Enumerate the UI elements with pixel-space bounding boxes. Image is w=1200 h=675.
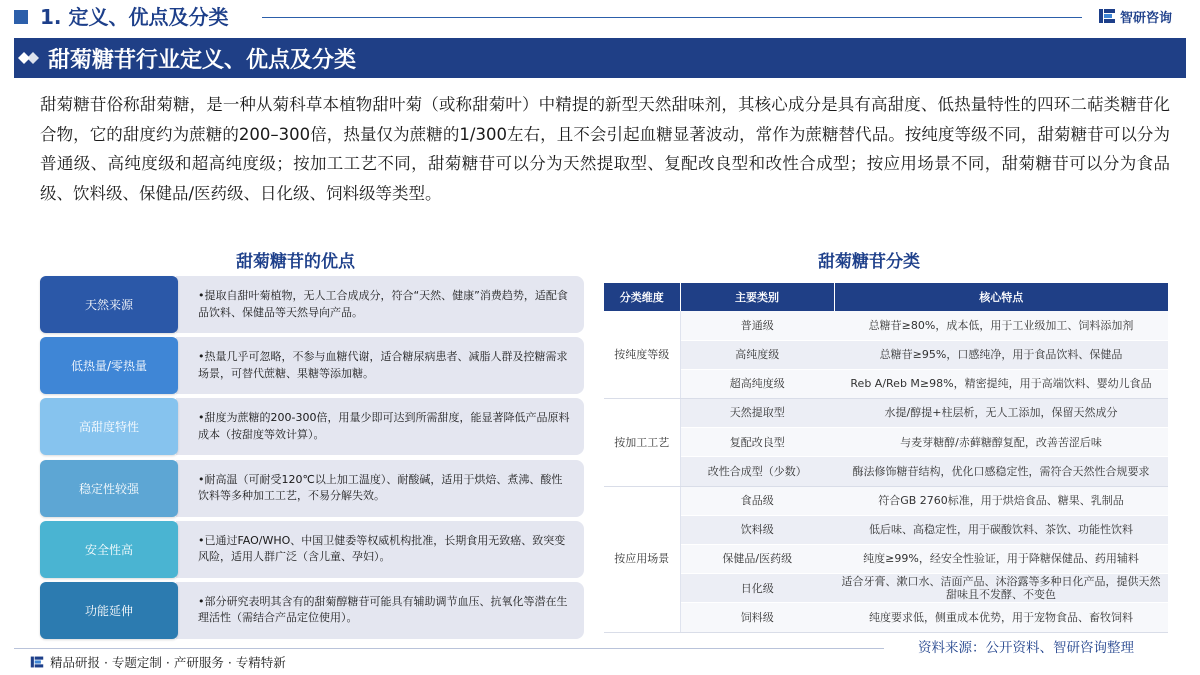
table-row: [604, 399, 1168, 428]
classification-table-wrap: [604, 283, 1168, 633]
advantage-description: •部分研究表明其含有的甜菊醇糖苷可能具有辅助调节血压、抗氧化等潜在生理活性（需结合产品定位使用）。: [176, 582, 584, 639]
advantage-description: •已通过FAO/WHO、中国卫健委等权威机构批准，长期食用无致癌、致突变风险，适用人群广泛（含儿童、孕妇）。: [176, 521, 584, 578]
advantage-label: 安全性高: [40, 521, 178, 578]
dimension-cell: 按纯度等级: [604, 311, 680, 399]
feature-cell: 总糖苷≥95%，口感纯净，用于食品饮料、保健品: [834, 340, 1168, 369]
feature-cell: 水提/醇提+柱层析，无人工添加，保留天然成分: [834, 399, 1168, 428]
dimension-cell: 按应用场景: [604, 486, 680, 632]
category-cell: 饲料级: [680, 603, 834, 632]
classification-title: 甜菊糖苷分类: [818, 252, 920, 272]
advantage-description: •提取自甜叶菊植物，无人工合成成分，符合“天然、健康”消费趋势，适配食品饮料、保健品等天然导向产品。: [176, 276, 584, 333]
logo-text: 智研咨询: [1120, 10, 1173, 26]
category-cell: 饮料级: [680, 515, 834, 544]
advantage-item: [38, 398, 586, 455]
category-cell: 复配改良型: [680, 428, 834, 457]
zhiyan-logo-small-icon: [30, 655, 44, 669]
column-header: 核心特点: [834, 283, 1168, 311]
footer-tagline: 精品研报 · 专题定制 · 产研服务 · 专精特新: [50, 655, 286, 670]
category-cell: 改性合成型（少数）: [680, 457, 834, 486]
advantages-title: 甜菊糖苷的优点: [236, 252, 355, 272]
category-cell: 超高纯度级: [680, 369, 834, 398]
table-header-row: [604, 283, 1168, 311]
advantage-description: •甜度为蔗糖的200-300倍，用量少即可达到所需甜度，能显著降低产品原料成本（按甜度等效计算）。: [176, 398, 584, 455]
dimension-cell: 按加工工艺: [604, 399, 680, 487]
advantages-list: [38, 276, 586, 643]
advantage-item: [38, 337, 586, 394]
feature-cell: 符合GB 2760标准，用于烘焙食品、糖果、乳制品: [834, 486, 1168, 515]
brand-logo: [1098, 4, 1172, 28]
table-row: [604, 311, 1168, 340]
table-row: [604, 515, 1168, 544]
table-row: [604, 574, 1168, 603]
column-header: 分类维度: [604, 283, 680, 311]
feature-cell: 纯度要求低，侧重成本优势，用于宠物食品、畜牧饲料: [834, 603, 1168, 632]
feature-cell: 纯度≥99%，经安全性验证，用于降糖保健品、药用辅料: [834, 545, 1168, 574]
advantage-label: 稳定性较强: [40, 460, 178, 517]
feature-cell: 低后味、高稳定性，用于碳酸饮料、茶饮、功能性饮料: [834, 515, 1168, 544]
feature-cell: 适合牙膏、漱口水、洁面产品、沐浴露等多种日化产品，提供天然甜味且不发酵、不变色: [834, 574, 1168, 603]
table-row: [604, 486, 1168, 515]
feature-cell: 总糖苷≥80%，成本低，用于工业级加工、饲料添加剂: [834, 311, 1168, 340]
advantage-item: [38, 276, 586, 333]
diamond-icon: [14, 50, 48, 66]
advantage-item: [38, 460, 586, 517]
intro-paragraph: 甜菊糖苷俗称甜菊糖，是一种从菊科草本植物甜叶菊（或称甜菊叶）中精提的新型天然甜味剂，其核心成分是具有高甜度、低热量特性的四环二萜类糖苷化合物，它的甜度约为蔗糖的200–300倍，热量仅为蔗糖的1/300左右，且不会引起血糖显著波动，常作为蔗糖替代品。按纯度等级不同，甜菊糖苷可以分为普通级、高纯度级和超高纯度级；按加工工艺不同，甜菊糖苷可以分为天然提取型、复配改良型和改性合成型；按应用场景不同，甜菊糖苷可以分为食品级、饮料级、保健品/医药级、日化级、饲料级等类型。: [40, 95, 1170, 203]
source-note: 资料来源：公开资料、智研咨询整理: [918, 640, 1134, 656]
table-row: [604, 545, 1168, 574]
feature-cell: Reb A/Reb M≥98%，精密提纯，用于高端饮料、婴幼儿食品: [834, 369, 1168, 398]
category-cell: 食品级: [680, 486, 834, 515]
category-cell: 天然提取型: [680, 399, 834, 428]
category-cell: 高纯度级: [680, 340, 834, 369]
advantage-label: 低热量/零热量: [40, 337, 178, 394]
advantage-label: 高甜度特性: [40, 398, 178, 455]
feature-cell: 与麦芽糖醇/赤藓糖醇复配，改善苦涩后味: [834, 428, 1168, 457]
feature-cell: 酶法修饰糖苷结构，优化口感稳定性，需符合天然性合规要求: [834, 457, 1168, 486]
footer-brand: [30, 653, 286, 671]
advantage-description: •热量几乎可忽略，不参与血糖代谢，适合糖尿病患者、减脂人群及控糖需求场景，可替代蔗糖、果糖等添加糖。: [176, 337, 584, 394]
advantage-label: 功能延伸: [40, 582, 178, 639]
table-row: [604, 369, 1168, 398]
advantage-description: •耐高温（可耐受120℃以上加工温度）、耐酸碱，适用于烘焙、煮沸、酸性饮料等多种加工工艺，不易分解失效。: [176, 460, 584, 517]
category-cell: 普通级: [680, 311, 834, 340]
section-marker-icon: [14, 10, 28, 24]
table-row: [604, 428, 1168, 457]
advantage-label: 天然来源: [40, 276, 178, 333]
table-row: [604, 603, 1168, 632]
category-cell: 保健品/医药级: [680, 545, 834, 574]
zhiyan-logo-icon: [1098, 7, 1116, 25]
page-title: 甜菊糖苷行业定义、优点及分类: [48, 47, 357, 73]
top-header: [0, 0, 1200, 36]
advantage-item: [38, 582, 586, 639]
footer-divider: [14, 648, 884, 649]
classification-table: [604, 283, 1168, 633]
category-cell: 日化级: [680, 574, 834, 603]
advantage-item: [38, 521, 586, 578]
table-row: [604, 340, 1168, 369]
column-header: 主要类别: [680, 283, 834, 311]
page-banner: [14, 38, 1186, 78]
section-title: 1. 定义、优点及分类: [40, 5, 229, 29]
header-divider: [262, 17, 1082, 18]
table-row: [604, 457, 1168, 486]
